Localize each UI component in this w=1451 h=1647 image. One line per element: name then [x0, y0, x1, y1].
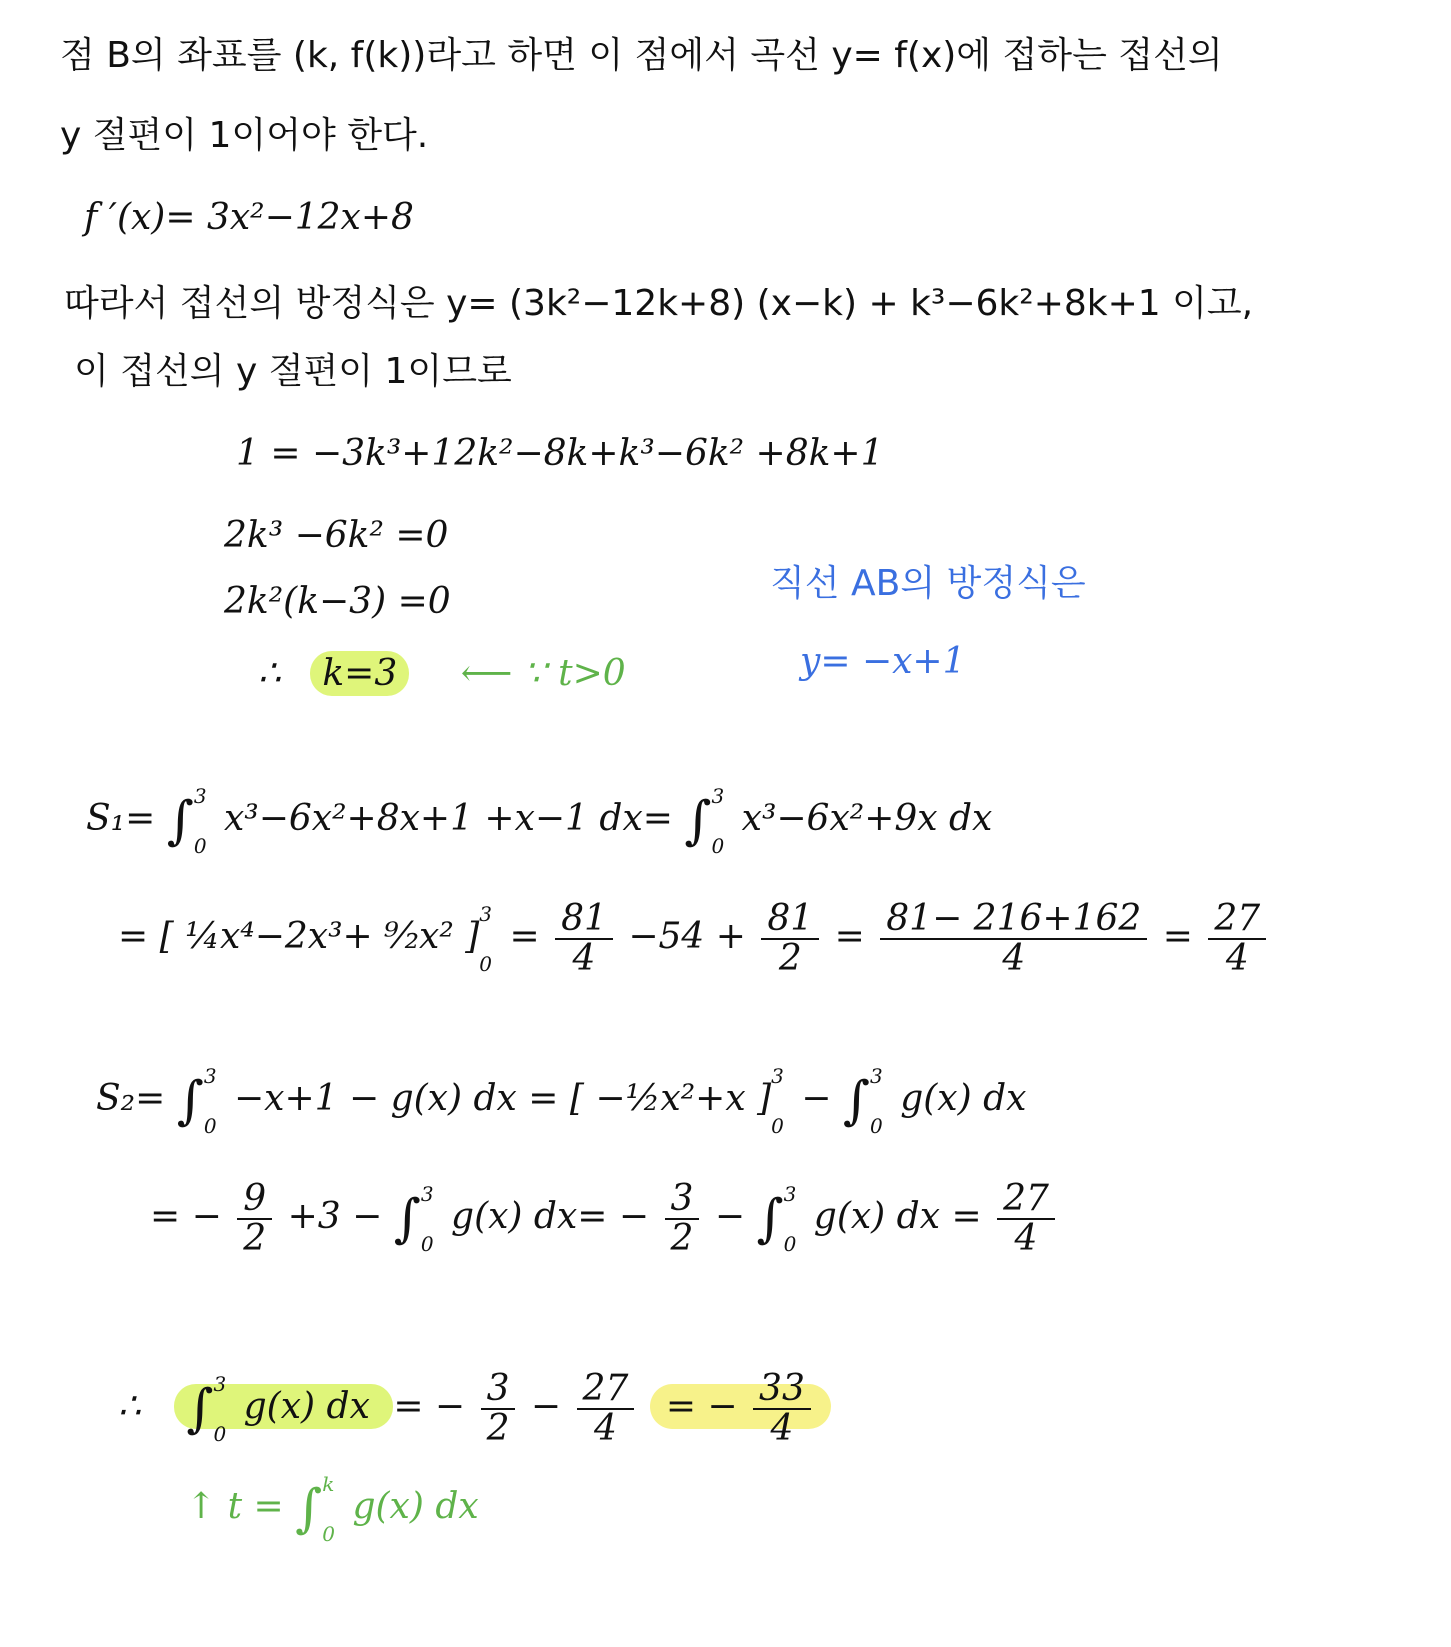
- fraction: $\frac{81}{2}$: [761, 900, 819, 978]
- integral-limits: 3 0: [203, 1064, 217, 1138]
- integral-highlight: ∫ 3 0 g(x) dx: [174, 1384, 393, 1429]
- integral-sign-icon: ∫: [842, 1071, 871, 1131]
- integral-sign-icon: ∫: [393, 1189, 421, 1249]
- integral-limits: 3 0: [213, 1372, 227, 1446]
- fraction: $\frac{81- 216+162}{4}$: [880, 900, 1147, 978]
- derivative-formula: f ′(x)= 3x²−12x+8: [84, 197, 414, 238]
- t-definition-note: ↑ t = ∫ k 0 g(x) dx: [186, 1472, 479, 1546]
- s1-line-1: [86, 786, 992, 856]
- s1-antiderivative-bracket: [ ¼x⁴−2x³+ ⁹⁄₂x² ]: [159, 916, 480, 957]
- integral-limits: 3 0: [420, 1182, 434, 1256]
- line-ab-label: 직선 AB의 방정식은: [770, 563, 1086, 604]
- s1-line-2: = [ ¼x⁴−2x³+ ⁹⁄₂x² ] 3 0 = $\frac{81}{4}$ −54 + $\frac{81}{2}$ = $\frac{81- 216+162}{4}$ = $\frac{27}{4}$: [118, 900, 1270, 978]
- final-line: ∴ ∫ 3 0 g(x) dx = − $\frac{3}{2}$ − $\frac{27}{4}$ = − $\frac{33}{4}$: [118, 1370, 831, 1448]
- integral-sign-icon: ∫: [295, 1479, 323, 1539]
- arrow-up-icon: ↑: [186, 1486, 217, 1527]
- equation-step-1: 1 = −3k³+12k²−8k+k³−6k² +8k+1: [236, 433, 884, 474]
- therefore-symbol: ∴: [258, 653, 281, 694]
- tangent-equation-line: 따라서 접선의 방정식은 y= (3k²−12k+8) (x−k) + k³−6k²+8k+1 이고,: [64, 283, 1254, 324]
- integral-limits: k 0: [322, 1472, 335, 1546]
- k-result-line: [258, 652, 626, 696]
- integral-sign-icon: ∫: [186, 1379, 214, 1439]
- fraction: $\frac{27}{4}$: [577, 1370, 635, 1448]
- k-value-highlight: k=3: [310, 651, 409, 696]
- integral-sign-icon: ∫: [176, 1071, 204, 1131]
- integral-limits: 3 0: [193, 784, 207, 858]
- integral-limits: 3 0: [783, 1182, 797, 1256]
- s2-line-2: = − $\frac{9}{2}$ +3 − ∫ 3 0 g(x) dx= − $\frac{3}{2}$ − ∫ 3 0 g(x) dx = $\frac{27}{4}$: [150, 1180, 1059, 1258]
- integral-limits: 3 0: [711, 784, 725, 858]
- text-line-2: y 절편이 1이어야 한다.: [60, 115, 429, 156]
- s2-result-fraction: $\frac{27}{4}$: [997, 1180, 1055, 1258]
- line-ab-equation: y= −x+1: [800, 641, 966, 682]
- fraction: $\frac{81}{4}$: [555, 900, 613, 978]
- equation-step-2: 2k³ −6k² =0: [224, 515, 449, 556]
- k-condition-note: ⟵ ∵ t>0: [460, 653, 626, 694]
- s1-simplified-integrand: x³−6x²+9x dx: [741, 798, 993, 839]
- s2-integrand: −x+1 − g(x) dx =: [234, 1078, 559, 1119]
- integral-sign-icon: ∫: [756, 1189, 784, 1249]
- bracket-limits: 3 0: [771, 1064, 784, 1138]
- s2-label: S₂=: [96, 1078, 166, 1119]
- text-line-5: 이 접선의 y 절편이 1이므로: [74, 351, 512, 392]
- fraction: $\frac{3}{2}$: [481, 1370, 516, 1448]
- fraction: $\frac{3}{2}$: [665, 1180, 700, 1258]
- final-answer-fraction: $\frac{33}{4}$: [753, 1370, 811, 1448]
- integral-sign-icon: ∫: [684, 791, 712, 851]
- equation-step-3: 2k²(k−3) =0: [224, 581, 451, 622]
- s1-result-fraction: $\frac{27}{4}$: [1208, 900, 1266, 978]
- final-answer-highlight: = − $\frac{33}{4}$: [650, 1384, 831, 1429]
- fraction: $\frac{9}{2}$: [237, 1180, 272, 1258]
- integral-limits: 3 0: [870, 1064, 883, 1138]
- text-line-1: 점 B의 좌표를 (k, f(k))라고 하면 이 점에서 곡선 y= f(x)에 접하는 접선의: [60, 35, 1223, 76]
- s2-antiderivative-bracket: [ −½x²+x ]: [569, 1078, 772, 1119]
- s2-line-1: S₂= ∫ 3 0 −x+1 − g(x) dx = [ −½x²+x ] 3 0 − ∫ 3 0 g(x) dx: [96, 1064, 1027, 1138]
- integral-sign-icon: ∫: [166, 791, 194, 851]
- bracket-limits: 3 0: [479, 902, 492, 976]
- s1-label: S₁=: [86, 798, 156, 839]
- s1-integrand: x³−6x²+8x+1 +x−1 dx=: [224, 798, 673, 839]
